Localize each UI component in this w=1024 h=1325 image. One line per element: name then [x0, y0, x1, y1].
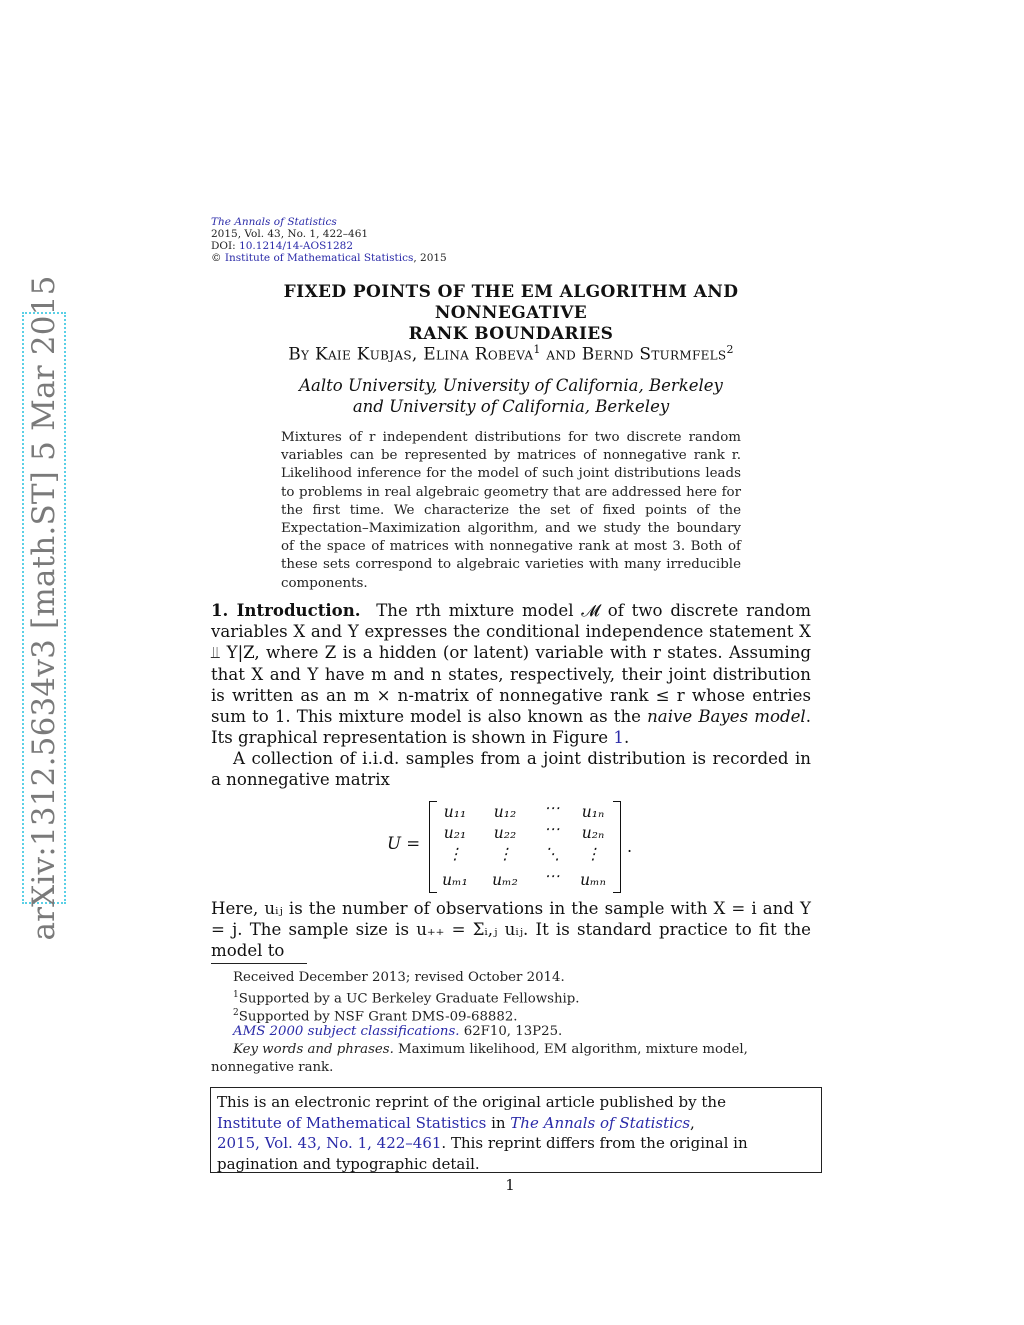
matrix-cell: ⋯ [544, 799, 560, 817]
doi-line: DOI: 10.1214/14-AOS1282 [211, 240, 354, 252]
affiliations: Aalto University, University of California, Berkeley and University of California, Berkeley [299, 376, 723, 416]
footnote-rule [211, 963, 307, 964]
footnote-2: $^2$Supported by NSF Grant DMS-09-68882. [233, 1008, 518, 1025]
matrix-cell: uₘₙ [580, 871, 606, 889]
matrix-cell: u₁₂ [493, 803, 517, 821]
arxiv-id: arXiv:1312.5634v3 [math.ST] 5 Mar 2015 [26, 275, 62, 941]
sample-matrix: U = u₁₁ u₁₂ ⋯ u₁ₙ u₂₁ u₂₂ ⋯ u₂ₙ ⋮ ⋮ ⋱ ⋮ uₘ₁ uₘ₂ ⋯ uₘₙ . [387, 797, 647, 897]
received-note: Received December 2013; revised October 2014. [233, 970, 565, 985]
reprint-journal-link[interactable]: The Annals of Statistics [510, 1113, 691, 1132]
section-heading: 1. Introduction. [211, 600, 361, 620]
matrix-cell: u₂₂ [493, 824, 517, 842]
page-number: 1 [505, 1176, 515, 1194]
reprint-volume-link[interactable]: 2015, Vol. 43, No. 1, 422–461 [217, 1134, 442, 1152]
paper-title: FIXED POINTS OF THE EM ALGORITHM AND NONNEGATIVE RANK BOUNDARIES [283, 282, 739, 344]
matrix-cell: uₘ₂ [492, 871, 518, 889]
matrix-cell: u₂ₙ [581, 824, 605, 842]
journal-name[interactable]: The Annals of Statistics [211, 216, 337, 228]
matrix-cell: ⋮ [447, 845, 463, 863]
reprint-notice: This is an electronic reprint of the original article published by the Institute of Mathematical Statistics in The Annals of Statistics, 2015, Vol. 43, No. 1, 422–461. This reprint differs from the original in pagination and typographic detail. [210, 1087, 822, 1173]
matrix-cell: ⋯ [544, 867, 560, 885]
intro-paragraph-1: 1. Introduction. The rth mixture model 𝓜 of two discrete random variables X and Y expresses the conditional independence statement X ⫫ Y|Z, where Z is a hidden (or latent) variable with r states. Assuming that X and Y have m and n states, respectively, their joint distribution is written as an m × n-matrix of nonnegative rank ≤ r whose entries sum to 1. This mixture model is also known as the naive Bayes model. Its graphical representation is shown in Figure 1. [211, 600, 811, 748]
reprint-institute-link[interactable]: Institute of Mathematical Statistics [217, 1113, 487, 1132]
matrix-cell: ⋯ [544, 820, 560, 838]
copyright-line: © Institute of Mathematical Statistics, 2015 [211, 252, 447, 264]
matrix-cell: u₁ₙ [581, 803, 605, 821]
figure-ref-link[interactable]: 1 [613, 728, 624, 748]
matrix-cell: ⋮ [497, 845, 513, 863]
volume-line: 2015, Vol. 43, No. 1, 422–461 [211, 228, 369, 240]
matrix-cell: ⋱ [544, 845, 560, 863]
matrix-cell: ⋮ [585, 845, 601, 863]
footnote-1: $^1$Supported by a UC Berkeley Graduate Fellowship. [233, 990, 580, 1007]
ams-link[interactable]: AMS 2000 subject classifications. [233, 1024, 460, 1039]
matrix-cell: uₘ₁ [442, 871, 468, 889]
ams-classification: AMS 2000 subject classifications. 62F10, 13P25. [233, 1024, 563, 1039]
keywords: Key words and phrases. Maximum likelihood, EM algorithm, mixture model, nonnegative rank. [211, 1042, 748, 1075]
matrix-cell: u₁₁ [443, 803, 467, 821]
arxiv-stamp[interactable] [22, 275, 66, 941]
doi-link[interactable]: 10.1214/14-AOS1282 [239, 240, 354, 252]
intro-paragraph-3: Here, uᵢⱼ is the number of observations in the sample with X = i and Y = j. The sample size is u₊₊ = Σᵢ,ⱼ uᵢⱼ. It is standard practice to fit the model to [211, 899, 811, 961]
author-line: By Kaie Kubjas, Elina Robeva$^1$ and Bernd Sturmfels$^2$ [288, 343, 734, 365]
abstract: Mixtures of r independent distributions for two discrete random variables can be represented by matrices of nonnegative rank r. Likelihood inference for the model of such joint distributions leads to problems in real algebraic geometry that are addressed here for the first time. We characterize the set of fixed points of the Expectation–Maximization algorithm, and we study the boundary of the space of matrices with nonnegative rank at most 3. Both of these sets correspond to algebraic varieties with many irreducible components. [281, 430, 741, 591]
matrix-cell: u₂₁ [443, 824, 467, 842]
right-bracket [613, 801, 621, 893]
institute-link[interactable]: Institute of Mathematical Statistics [224, 252, 414, 264]
intro-paragraph-2: A collection of i.i.d. samples from a joint distribution is recorded in a nonnegative matrix [211, 749, 811, 790]
